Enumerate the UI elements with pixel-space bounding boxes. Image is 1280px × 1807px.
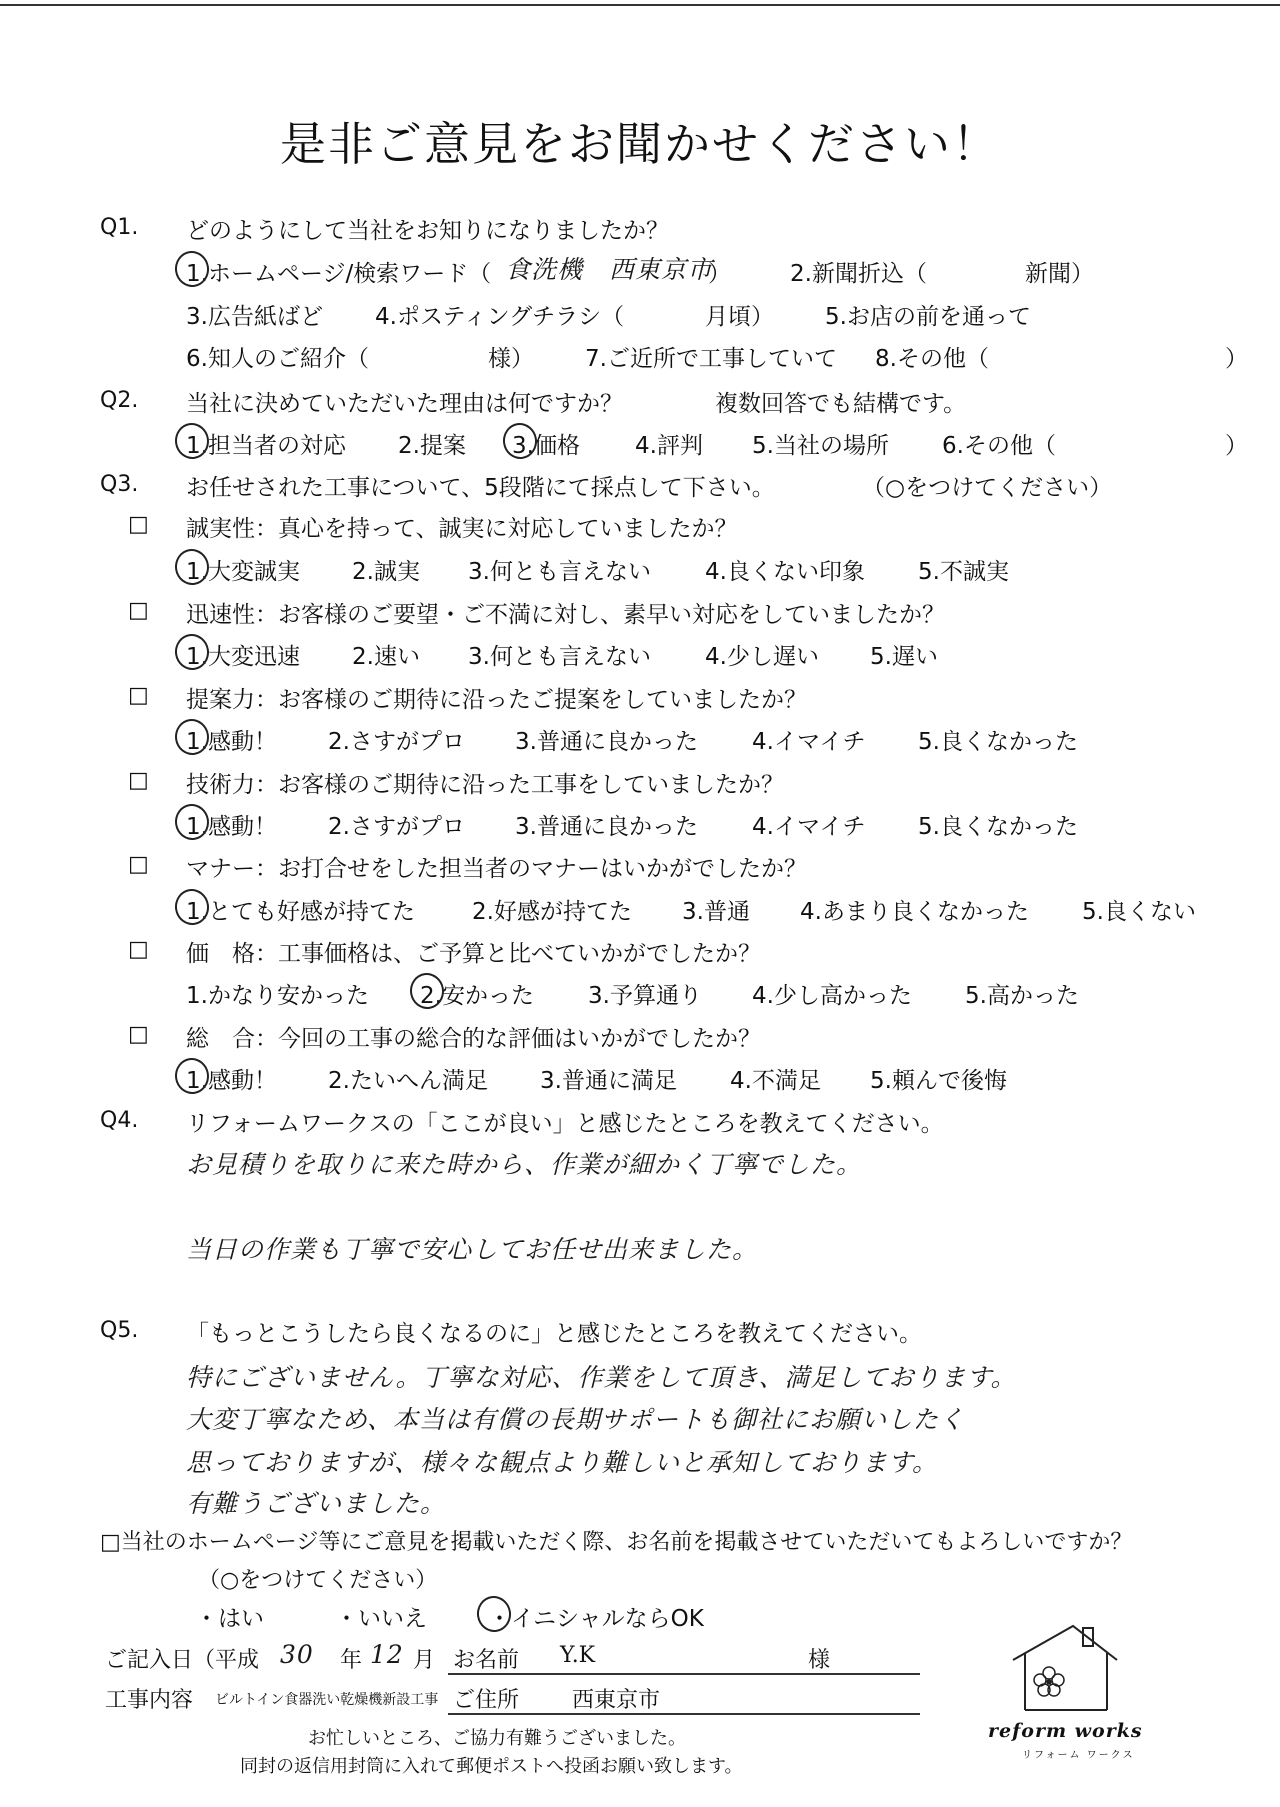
name-label: お名前 — [453, 1648, 520, 1673]
q1-option-6[interactable]: 6.知人のご紹介（ — [186, 346, 369, 372]
q5-answer-line-2: 大変丁寧なため、本当は有償の長期サポートも御社にお願いしたく — [186, 1405, 966, 1434]
top-border — [0, 4, 1280, 6]
date-month[interactable]: 12 — [370, 1640, 404, 1669]
q3-item-1-label: 誠実性：真心を持って、誠実に対応していましたか？ — [186, 516, 738, 542]
q3-item-2-opt-5[interactable]: 5.遅い — [870, 644, 938, 670]
q3-item-7-checkbox[interactable]: □ — [128, 1022, 149, 1047]
q5-number: Q5. — [100, 1318, 139, 1343]
q2-option-2[interactable]: 2.提案 — [398, 433, 466, 459]
q4-answer-line-1: お見積りを取りに来た時から、作業が細かく丁寧でした。 — [186, 1150, 863, 1179]
q3-number: Q3. — [100, 472, 139, 497]
q3-item-1-opt-4[interactable]: 4.良くない印象 — [705, 559, 865, 585]
consent-option-initial[interactable]: ・イニシャルならOK — [488, 1606, 704, 1632]
q3-item-5-opt-1[interactable]: 1.とても好感が持てた — [186, 899, 415, 925]
q3-item-6-opt-5[interactable]: 5.高かった — [965, 983, 1079, 1009]
q1-option-1-keyword: 食洗機 西東京市 — [505, 255, 714, 284]
q3-item-1-opt-3[interactable]: 3.何とも言えない — [468, 559, 651, 585]
q3-item-4-opt-5[interactable]: 5.良くなかった — [918, 814, 1078, 840]
q3-item-6-opt-2[interactable]: 2.安かった — [420, 983, 534, 1009]
q3-item-7-label: 総 合：今回の工事の総合的な評価はいかがでしたか？ — [186, 1026, 761, 1052]
page-title: 是非ご意見をお聞かせください！ — [280, 117, 1000, 171]
q5-answer-line-1: 特にございません。丁寧な対応、作業をして頂き、満足しております。 — [186, 1363, 1017, 1392]
q2-option-6[interactable]: 6.その他（ — [942, 433, 1056, 459]
q2-option-5[interactable]: 5.当社の場所 — [752, 433, 889, 459]
date-year[interactable]: 30 — [280, 1640, 314, 1669]
return-note: 同封の返信用封筒に入れて郵便ポストへ投函お願い致します。 — [240, 1756, 743, 1777]
house-logo-icon — [1005, 1620, 1125, 1715]
q3-item-1-opt-5[interactable]: 5.不誠実 — [918, 559, 1009, 585]
q1-option-8[interactable]: 8.その他（ — [875, 346, 989, 372]
q3-item-7-opt-2[interactable]: 2.たいへん満足 — [328, 1068, 488, 1094]
q5-answer-line-4: 有難うございました。 — [186, 1489, 447, 1518]
q4-question: リフォームワークスの「ここが良い」と感じたところを教えてください。 — [186, 1111, 944, 1137]
q3-item-5-checkbox[interactable]: □ — [128, 852, 149, 877]
q3-item-6-opt-3[interactable]: 3.予算通り — [588, 983, 702, 1009]
q3-item-4-opt-2[interactable]: 2.さすがプロ — [328, 814, 465, 840]
brand-logo-text: reform works — [988, 1720, 1143, 1742]
q3-item-5-opt-5[interactable]: 5.良くない — [1082, 899, 1196, 925]
q3-item-2-opt-1[interactable]: 1.大変迅速 — [186, 644, 300, 670]
thanks-text: お忙しいところ、ご協力有難うございました。 — [308, 1728, 686, 1749]
q1-option-5[interactable]: 5.お店の前を通って — [825, 304, 1031, 330]
q3-item-6-label: 価 格：工事価格は、ご予算と比べていかがでしたか？ — [186, 941, 761, 967]
q3-item-7-opt-1[interactable]: 1.感動！ — [186, 1068, 277, 1094]
q2-question: 当社に決めていただいた理由は何ですか？ — [186, 391, 623, 417]
q3-item-4-opt-3[interactable]: 3.普通に良かった — [515, 814, 698, 840]
q3-item-3-opt-1[interactable]: 1.感動！ — [186, 729, 277, 755]
q3-item-5-opt-2[interactable]: 2.好感が持てた — [472, 899, 632, 925]
q3-item-7-opt-5[interactable]: 5.頼んで後悔 — [870, 1068, 1007, 1094]
q3-item-4-opt-4[interactable]: 4.イマイチ — [752, 814, 866, 840]
name-suffix: 様 — [808, 1648, 831, 1673]
address-label: ご住所 — [453, 1688, 520, 1713]
brand-kana: リフォーム ワークス — [1022, 1750, 1135, 1761]
q3-item-4-label: 技術力：お客様のご期待に沿った工事をしていましたか？ — [186, 772, 784, 798]
q3-item-4-checkbox[interactable]: □ — [128, 768, 149, 793]
q1-option-2[interactable]: 2.新聞折込（ — [790, 261, 927, 287]
q2-option-1[interactable]: 1.担当者の対応 — [186, 433, 346, 459]
consent-question: □当社のホームページ等にご意見を掲載いただく際、お名前を掲載させていただいてもよろしいですか？ — [100, 1530, 1133, 1555]
date-year-unit: 年 — [340, 1648, 363, 1673]
q3-item-2-opt-2[interactable]: 2.速い — [352, 644, 420, 670]
date-label: ご記入日（平成 — [105, 1648, 260, 1673]
name-underline — [448, 1673, 920, 1675]
q3-item-3-label: 提案力：お客様のご期待に沿ったご提案をしていましたか？ — [186, 687, 807, 713]
q3-item-3-opt-3[interactable]: 3.普通に良かった — [515, 729, 698, 755]
q2-number: Q2. — [100, 388, 139, 413]
address-value[interactable]: 西東京市 — [572, 1688, 661, 1713]
address-underline — [448, 1713, 920, 1715]
q4-answer-line-2: 当日の作業も丁寧で安心してお任せ出来ました。 — [186, 1235, 759, 1264]
q5-answer-line-3: 思っておりますが、様々な観点より難しいと承知しております。 — [186, 1448, 939, 1477]
q3-item-4-opt-1[interactable]: 1.感動！ — [186, 814, 277, 840]
name-value[interactable]: Y.K — [560, 1643, 596, 1668]
q3-item-7-opt-3[interactable]: 3.普通に満足 — [540, 1068, 677, 1094]
q3-item-2-label: 迅速性：お客様のご要望・ご不満に対し、素早い対応をしていましたか？ — [186, 602, 945, 628]
q3-item-5-label: マナー：お打合せをした担当者のマナーはいかがでしたか？ — [186, 856, 807, 882]
q3-item-6-checkbox[interactable]: □ — [128, 937, 149, 962]
q2-option-4[interactable]: 4.評判 — [635, 433, 703, 459]
q3-note: （○をつけてください） — [862, 475, 1113, 501]
work-label: 工事内容 — [105, 1688, 194, 1713]
q1-option-3[interactable]: 3.広告紙ばど — [186, 304, 323, 330]
work-value: ビルトイン食器洗い乾燥機新設工事 — [215, 1692, 439, 1708]
q3-item-3-opt-5[interactable]: 5.良くなかった — [918, 729, 1078, 755]
q1-option-1[interactable]: 1.ホームページ/検索ワード（ — [186, 261, 492, 287]
q3-item-2-checkbox[interactable]: □ — [128, 598, 149, 623]
q1-option-7[interactable]: 7.ご近所で工事していて — [585, 346, 837, 372]
q1-option-1-close: ） — [708, 261, 731, 287]
consent-option-yes[interactable]: ・はい — [195, 1606, 264, 1632]
q3-item-5-opt-4[interactable]: 4.あまり良くなかった — [800, 899, 1029, 925]
q5-question: 「もっとこうしたら良くなるのに」と感じたところを教えてください。 — [186, 1321, 922, 1347]
q2-option-6-close: ） — [1225, 433, 1248, 459]
q1-option-2-suffix: 新聞） — [1025, 261, 1094, 287]
q1-option-8-close: ） — [1225, 346, 1248, 372]
q1-option-6-suffix: 様） — [488, 346, 534, 372]
q1-option-4[interactable]: 4.ポスティングチラシ（ — [375, 304, 625, 330]
q3-item-2-opt-3[interactable]: 3.何とも言えない — [468, 644, 651, 670]
q3-item-3-checkbox[interactable]: □ — [128, 683, 149, 708]
q3-question: お任せされた工事について、5段階にて採点して下さい。 — [186, 475, 775, 501]
q3-item-7-opt-4[interactable]: 4.不満足 — [730, 1068, 821, 1094]
q1-option-4-suffix: 月頃） — [705, 304, 774, 330]
q3-item-6-opt-4[interactable]: 4.少し高かった — [752, 983, 912, 1009]
q2-note: 複数回答でも結構です。 — [715, 391, 967, 417]
q3-item-1-checkbox[interactable]: □ — [128, 512, 149, 537]
q3-item-2-opt-4[interactable]: 4.少し遅い — [705, 644, 819, 670]
q4-number: Q4. — [100, 1108, 139, 1133]
q1-number: Q1. — [100, 215, 139, 240]
q3-item-3-opt-2[interactable]: 2.さすがプロ — [328, 729, 465, 755]
consent-note: （○をつけてください） — [198, 1568, 438, 1593]
q3-item-1-opt-2[interactable]: 2.誠実 — [352, 559, 420, 585]
q1-question: どのようにして当社をお知りになりましたか？ — [186, 218, 669, 244]
q3-item-1-opt-1[interactable]: 1.大変誠実 — [186, 559, 300, 585]
q3-item-5-opt-3[interactable]: 3.普通 — [682, 899, 750, 925]
consent-option-no[interactable]: ・いいえ — [335, 1606, 427, 1632]
q2-option-3[interactable]: 3.価格 — [512, 433, 580, 459]
date-month-unit: 月 — [413, 1648, 436, 1673]
q3-item-6-opt-1[interactable]: 1.かなり安かった — [186, 983, 369, 1009]
q3-item-3-opt-4[interactable]: 4.イマイチ — [752, 729, 866, 755]
